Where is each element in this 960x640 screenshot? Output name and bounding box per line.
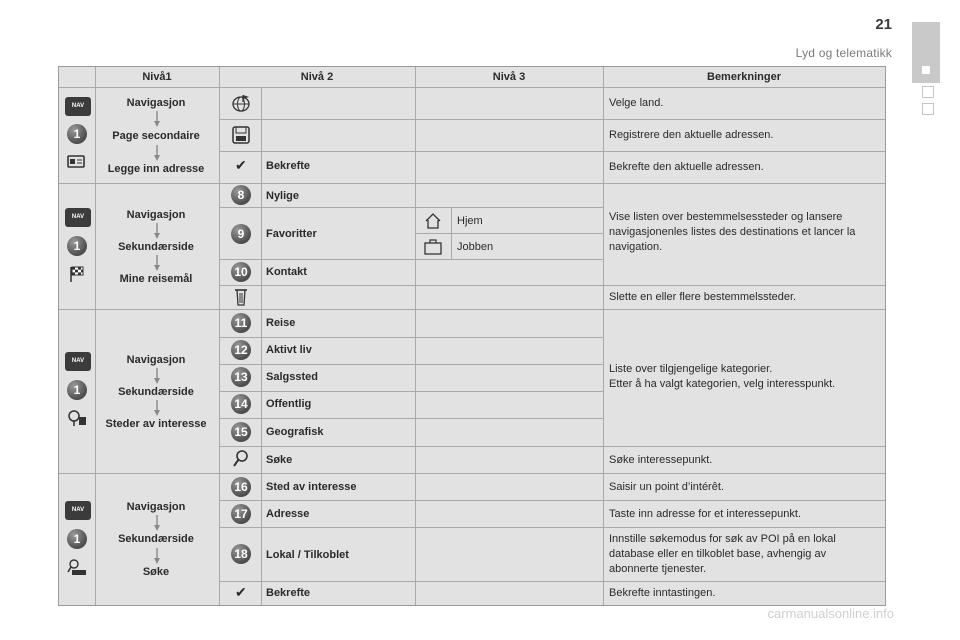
- step-badge: 1: [67, 380, 87, 400]
- arrow-down-icon: [154, 368, 160, 384]
- remark-text: database eller en tilkoblet base, avhengig av: [609, 548, 827, 560]
- step-badge: 11: [231, 313, 251, 333]
- header-remarks: Bemerkninger: [707, 71, 781, 83]
- step-badge: 18: [231, 544, 251, 564]
- group-divider: [59, 473, 885, 474]
- menu-table: [58, 66, 886, 606]
- group-divider: [59, 309, 885, 310]
- row-divider: [415, 233, 603, 234]
- arrow-down-icon: [154, 400, 160, 416]
- level2-item: Søke: [266, 454, 293, 466]
- arrow-down-icon: [154, 548, 160, 564]
- address-entry-icon: [66, 153, 88, 171]
- globe-flag-icon: [229, 93, 253, 113]
- header-level1: Nivå1: [142, 71, 172, 83]
- search-icon: [232, 449, 250, 469]
- level1-item: Søke: [142, 566, 170, 578]
- grid-line: [415, 67, 416, 605]
- step-badge: 1: [67, 124, 87, 144]
- row-divider: [219, 527, 885, 528]
- arrow-down-icon: [154, 255, 160, 271]
- remark-text: Taste inn adresse for et interessepunkt.: [609, 508, 801, 520]
- remark-text: Bekrefte den aktuelle adressen.: [609, 161, 764, 173]
- header-level2: Nivå 2: [300, 71, 334, 83]
- row-divider: [219, 207, 603, 208]
- level2-item: Kontakt: [266, 266, 307, 278]
- level2-item: Adresse: [266, 508, 310, 520]
- row-divider: [219, 285, 885, 286]
- row-divider: [219, 151, 885, 152]
- arrow-down-icon: [154, 111, 160, 127]
- level1-item: Navigasjon: [126, 97, 186, 109]
- remark-text: Liste over tilgjengelige kategorier.: [609, 363, 773, 375]
- level1-item: Sekundærside: [118, 386, 194, 398]
- row-divider: [219, 364, 603, 365]
- home-icon: [423, 212, 443, 230]
- level3-item: Hjem: [457, 215, 483, 227]
- row-divider: [219, 391, 603, 392]
- step-badge: 17: [231, 504, 251, 524]
- remark-text: Velge land.: [609, 97, 664, 109]
- page-number: 21: [875, 16, 892, 33]
- poi-icon: [66, 409, 88, 427]
- remark-text: Registrere den aktuelle adressen.: [609, 129, 774, 141]
- step-badge: 13: [231, 367, 251, 387]
- step-badge: 1: [67, 236, 87, 256]
- remark-text: abonnerte tjenester.: [609, 563, 707, 575]
- level1-item: Sekundærside: [118, 241, 194, 253]
- group-divider: [59, 183, 885, 184]
- nav-button-icon: NAV: [65, 352, 91, 371]
- level2-item: Reise: [266, 317, 296, 329]
- step-badge: 15: [231, 422, 251, 442]
- level1-item: Navigasjon: [126, 501, 186, 513]
- row-divider: [219, 337, 603, 338]
- watermark: carmanualsonline.info: [767, 606, 894, 621]
- level1-item: Steder av interesse: [105, 418, 207, 430]
- level1-item: Navigasjon: [126, 354, 186, 366]
- row-divider: [219, 259, 603, 260]
- level2-item: Nylige: [266, 190, 300, 202]
- level2-item: Salgssted: [266, 371, 318, 383]
- level2-item: Geografisk: [266, 426, 324, 438]
- step-badge: 14: [231, 394, 251, 414]
- header-level3: Nivå 3: [492, 71, 526, 83]
- level1-item: Page secondaire: [112, 130, 200, 142]
- row-divider: [219, 446, 885, 447]
- level1-item: Sekundærside: [118, 533, 194, 545]
- arrow-down-icon: [154, 223, 160, 239]
- remark-text: Slette en eller flere bestemmelssteder.: [609, 291, 797, 303]
- chapter-marker: [922, 103, 934, 115]
- level2-item: Bekrefte: [266, 587, 311, 599]
- level3-item: Jobben: [457, 241, 494, 253]
- step-badge: 10: [231, 262, 251, 282]
- grid-line: [219, 67, 220, 605]
- row-divider: [219, 418, 603, 419]
- remark-text: Saisir un point d’intérêt.: [609, 481, 724, 493]
- row-divider: [219, 500, 885, 501]
- level2-item: Aktivt liv: [266, 344, 312, 356]
- level2-item: Favoritter: [266, 228, 317, 240]
- level2-item: Bekrefte: [266, 160, 311, 172]
- nav-button-icon: NAV: [65, 208, 91, 227]
- chapter-marker: [922, 86, 934, 98]
- level1-item: Legge inn adresse: [107, 163, 205, 175]
- remark-text: Bekrefte inntastingen.: [609, 587, 716, 599]
- chapter-tab: [912, 22, 940, 83]
- row-divider: [219, 581, 885, 582]
- level2-item: Sted av interesse: [266, 481, 357, 493]
- checkmark-icon: ✔: [235, 584, 247, 600]
- grid-line: [95, 67, 96, 605]
- step-badge: 9: [231, 224, 251, 244]
- trash-icon: [233, 287, 249, 307]
- nav-button-icon: NAV: [65, 97, 91, 116]
- step-badge: 12: [231, 340, 251, 360]
- row-divider: [219, 119, 885, 120]
- checkmark-icon: ✔: [235, 157, 247, 173]
- remark-text: Vise listen over bestemmelsessteder og lansere navigasjonenles listes des destinations et lancer la navigation.: [609, 211, 856, 253]
- step-badge: 8: [231, 185, 251, 205]
- arrow-down-icon: [154, 515, 160, 531]
- level2-item: Offentlig: [266, 398, 312, 410]
- step-badge: 1: [67, 529, 87, 549]
- step-badge: 16: [231, 477, 251, 497]
- remark-text: Innstille søkemodus for søk av POI på en lokal: [609, 533, 836, 545]
- remark-text: Søke interessepunkt.: [609, 454, 713, 466]
- briefcase-icon: [423, 238, 443, 256]
- save-address-icon: [231, 125, 251, 145]
- chapter-marker-active: [922, 66, 930, 74]
- section-title: Lyd og telematikk: [795, 46, 892, 60]
- nav-button-icon: NAV: [65, 501, 91, 520]
- level1-item: Navigasjon: [126, 209, 186, 221]
- level2-item: Lokal / Tilkoblet: [266, 549, 349, 561]
- remark-text: Etter å ha valgt kategorien, velg interesspunkt.: [609, 378, 836, 390]
- poi-search-icon: [66, 558, 88, 576]
- level1-item: Mine reisemål: [119, 273, 193, 285]
- finish-flag-icon: [66, 265, 88, 283]
- header-divider: [59, 87, 885, 88]
- grid-line: [603, 67, 604, 605]
- arrow-down-icon: [154, 145, 160, 161]
